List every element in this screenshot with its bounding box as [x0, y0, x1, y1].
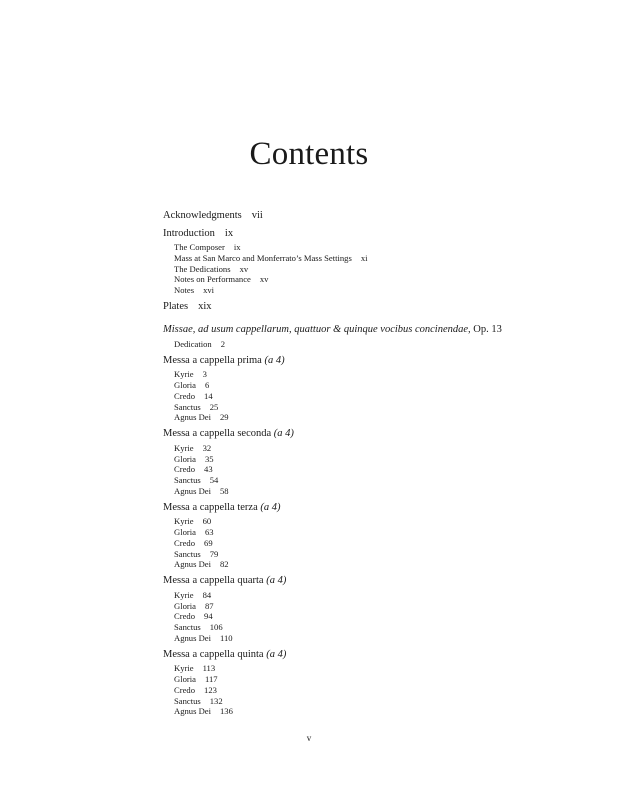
- toc-subentry[interactable]: [174, 391, 593, 402]
- toc-subentry[interactable]: [174, 454, 593, 465]
- mass-title: Messa a cappella quinta: [163, 648, 264, 660]
- toc-subentry[interactable]: [174, 549, 593, 560]
- toc-subentry-label: The Dedications: [174, 263, 231, 274]
- page-number: v: [306, 733, 312, 743]
- toc-entry-page: ix: [224, 227, 234, 239]
- toc-subentry-label: Gloria: [174, 527, 196, 538]
- toc-subentry[interactable]: [174, 242, 593, 253]
- mass-title: Messa a cappella quarta: [163, 575, 264, 587]
- toc-subentry-label: Gloria: [174, 674, 196, 685]
- toc-subentry[interactable]: [174, 380, 593, 391]
- toc-subentry-page: 32: [202, 442, 212, 453]
- mass-voices: (a 4): [260, 501, 281, 513]
- toc-subentry[interactable]: [174, 663, 593, 674]
- mass-voices: (a 4): [273, 428, 294, 440]
- toc-subentry-page: 94: [204, 611, 213, 622]
- toc-subentry[interactable]: [174, 475, 593, 486]
- toc-subentry-label: Kyrie: [174, 663, 194, 674]
- toc-subentry[interactable]: [174, 464, 593, 475]
- toc-entry-plates[interactable]: [163, 299, 593, 315]
- toc-entry-introduction[interactable]: [163, 226, 593, 242]
- toc-entry-mass-quarta[interactable]: [163, 573, 593, 589]
- toc-entry-page: vii: [251, 210, 263, 221]
- toc-subentry[interactable]: [174, 516, 593, 527]
- toc-subentry-dedication[interactable]: [174, 339, 593, 350]
- toc-entry-mass-quinta[interactable]: [163, 647, 593, 663]
- toc-subentry-label: Agnus Dei: [174, 632, 211, 643]
- toc-entry-acknowledgments[interactable]: [163, 208, 593, 224]
- toc-subentry-page: 14: [204, 390, 213, 401]
- toc-subentry[interactable]: [174, 590, 593, 601]
- toc-subentry-page: 79: [209, 548, 219, 559]
- opus-subsections: [174, 339, 593, 350]
- toc-subentry-page: xi: [360, 252, 368, 263]
- toc-subentry[interactable]: [174, 674, 593, 685]
- toc-subentry[interactable]: [174, 412, 593, 423]
- toc-entry-label: Plates: [163, 300, 189, 312]
- toc-subentry-label: Credo: [174, 684, 196, 695]
- toc-subentry-page: 136: [220, 706, 233, 717]
- toc-subentry-page: 113: [202, 663, 216, 674]
- toc-subentry-label: Sanctus: [174, 622, 201, 633]
- toc-subentry-page: 117: [204, 674, 218, 685]
- toc-subentry[interactable]: [174, 601, 593, 612]
- toc-subentry-page: ix: [233, 242, 241, 252]
- mass-sections: [174, 663, 593, 717]
- toc-subentry[interactable]: [174, 706, 593, 717]
- mass-voices: (a 4): [264, 354, 285, 366]
- mass-title: Messa a cappella terza: [163, 501, 258, 513]
- toc-entry-page: xix: [198, 300, 212, 312]
- toc-subentry[interactable]: [174, 696, 593, 707]
- toc-entry-label: Acknowledgments: [163, 210, 242, 221]
- toc-subentry[interactable]: [174, 538, 593, 549]
- toc-subentry-page: 63: [204, 527, 214, 538]
- toc-subentry-page: 29: [220, 412, 229, 423]
- toc-subentry-label: Notes on Performance: [174, 274, 251, 285]
- toc-subentry[interactable]: [174, 527, 593, 538]
- opus-title-italic: Missae, ad usum cappellarum, quattuor & quinque vocibus concinendae,: [163, 324, 471, 336]
- toc-subentry[interactable]: [174, 369, 593, 380]
- toc-subentry-page: xv: [259, 274, 269, 285]
- toc-subentry-page: 2: [220, 338, 225, 349]
- toc-subentry-label: The Composer: [174, 242, 225, 252]
- opus-title[interactable]: [163, 322, 593, 338]
- mass-sections: [174, 590, 593, 644]
- toc-subentry[interactable]: [174, 622, 593, 633]
- toc-subentry[interactable]: [174, 685, 593, 696]
- opus-title-roman: Op. 13: [470, 324, 502, 336]
- toc-subentry-label: Agnus Dei: [174, 559, 211, 570]
- toc-subentry-page: xv: [239, 263, 249, 274]
- table-of-contents: [163, 208, 593, 720]
- toc-subentry[interactable]: [174, 559, 593, 570]
- toc-subentry-page: 58: [220, 485, 229, 496]
- mass-sections: [174, 443, 593, 497]
- mass-voices: (a 4): [266, 648, 287, 660]
- toc-subentry-page: 123: [204, 684, 217, 695]
- toc-subentry-label: Sanctus: [174, 548, 201, 559]
- toc-subentry-page: 35: [204, 453, 214, 464]
- mass-sections: [174, 369, 593, 423]
- toc-subentry-label: Gloria: [174, 600, 196, 611]
- toc-subentry[interactable]: [174, 274, 593, 285]
- toc-subentry-label: Credo: [174, 464, 196, 475]
- toc-subentry-label: Credo: [174, 390, 196, 401]
- toc-subentry[interactable]: [174, 285, 593, 296]
- toc-subentry[interactable]: [174, 402, 593, 413]
- toc-subentry-label: Agnus Dei: [174, 412, 211, 423]
- toc-entry-label: Introduction: [163, 227, 215, 239]
- toc-subentry-page: 43: [204, 464, 213, 475]
- toc-subentry-page: 69: [204, 537, 213, 548]
- toc-subentry-page: 3: [202, 369, 207, 380]
- toc-subentry-page: xvi: [203, 285, 215, 296]
- toc-subentry-label: Gloria: [174, 380, 196, 391]
- toc-subentry-label: Mass at San Marco and Monferrato’s Mass Settings: [174, 252, 352, 263]
- toc-entry-mass-prima[interactable]: [163, 353, 593, 369]
- toc-subentry-page: 106: [209, 622, 223, 633]
- toc-subentry-page: 110: [220, 632, 233, 643]
- toc-subentry[interactable]: [174, 611, 593, 622]
- toc-subentry[interactable]: [174, 633, 593, 644]
- toc-subentry[interactable]: [174, 264, 593, 275]
- toc-entry-mass-seconda[interactable]: [163, 426, 593, 442]
- toc-subentry-page: 25: [209, 401, 219, 412]
- toc-subentry[interactable]: [174, 486, 593, 497]
- toc-subentry-page: 132: [209, 695, 223, 706]
- toc-subentry-label: Sanctus: [174, 401, 201, 412]
- toc-subentry-label: Kyrie: [174, 589, 194, 600]
- introduction-subsections: [174, 242, 593, 296]
- toc-subentry-label: Agnus Dei: [174, 485, 211, 496]
- toc-subentry-label: Notes: [174, 285, 195, 296]
- toc-subentry-label: Credo: [174, 611, 196, 622]
- toc-subentry[interactable]: [174, 253, 593, 264]
- mass-voices: (a 4): [266, 575, 287, 587]
- toc-subentry-page: 87: [204, 600, 214, 611]
- toc-subentry-label: Sanctus: [174, 475, 201, 486]
- toc-subentry-label: Sanctus: [174, 695, 201, 706]
- toc-subentry-page: 60: [202, 516, 212, 527]
- toc-subentry-page: 54: [209, 475, 219, 486]
- toc-entry-mass-terza[interactable]: [163, 500, 593, 516]
- mass-sections: [174, 516, 593, 570]
- toc-subentry-label: Dedication: [174, 338, 212, 349]
- toc-subentry-page: 6: [204, 380, 210, 391]
- page-title: Contents: [249, 136, 369, 172]
- mass-title: Messa a cappella prima: [163, 354, 262, 366]
- toc-subentry-label: Kyrie: [174, 442, 194, 453]
- toc-subentry-label: Kyrie: [174, 369, 194, 380]
- toc-subentry[interactable]: [174, 443, 593, 454]
- toc-subentry-page: 84: [202, 589, 212, 600]
- toc-subentry-label: Gloria: [174, 453, 196, 464]
- mass-title: Messa a cappella seconda: [163, 428, 272, 440]
- toc-subentry-label: Credo: [174, 537, 196, 548]
- toc-subentry-page: 82: [220, 559, 229, 570]
- toc-subentry-label: Agnus Dei: [174, 706, 211, 717]
- toc-subentry-label: Kyrie: [174, 516, 194, 527]
